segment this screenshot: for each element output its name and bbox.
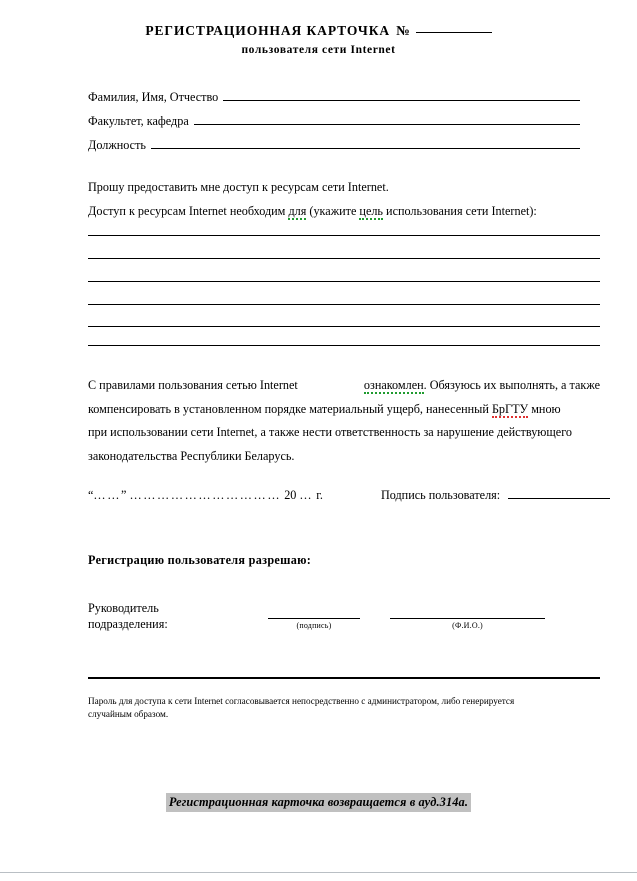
user-signature-label: Подпись пользователя: — [380, 488, 501, 502]
date-year-blank[interactable]: … — [299, 488, 314, 502]
date-quote-open: “ — [88, 488, 94, 502]
field-fullname-label: Фамилия, Имя, Отчество — [88, 90, 219, 104]
purpose-blank-line-4[interactable] — [88, 304, 600, 305]
document-title — [0, 22, 637, 39]
supervisor-fio-blank[interactable] — [390, 618, 545, 619]
request-line-2-part-b: (укажите — [306, 204, 360, 218]
agreement-line-1 — [88, 374, 600, 398]
supervisor-signature-blank[interactable] — [268, 618, 360, 619]
request-line-2-part-c: использования сети Internet): — [383, 204, 537, 218]
field-fullname-blank[interactable] — [223, 89, 580, 101]
agreement-line-3: при использовании сети Internet, а также нести ответственность за нарушение действующего — [88, 425, 572, 439]
request-line-1: Прошу предоставить мне доступ к ресурсам сети Internet. — [88, 180, 389, 194]
field-faculty-label: Факультет, кафедра — [88, 114, 189, 128]
agreement-line-2 — [88, 398, 600, 422]
spelling-flag-brgtu: БрГТУ — [491, 401, 529, 416]
supervisor-fio-caption: (Ф.И.О.) — [452, 621, 483, 630]
field-fullname[interactable] — [88, 89, 580, 105]
supervisor-signature-slot[interactable] — [268, 618, 360, 630]
request-line-2 — [88, 204, 537, 219]
page-bottom-edge — [0, 872, 637, 873]
agreement-paragraph — [88, 374, 600, 468]
agreement-line-1-wrap — [364, 374, 600, 398]
return-notice: Регистрационная карточка возвращается в ауд.314а. — [166, 793, 471, 812]
agreement-line-2-part-b: мною — [528, 401, 561, 416]
document-subtitle: пользователя сети Internet — [241, 44, 396, 56]
password-footnote — [88, 695, 600, 720]
date-and-signature-row — [88, 488, 610, 503]
date-year-prefix: 20 — [284, 488, 297, 502]
card-number-blank[interactable] — [416, 32, 492, 33]
password-footnote-line-2: случайным образом. — [88, 708, 169, 719]
purpose-blank-line-1[interactable] — [88, 235, 600, 236]
document-title-block — [0, 22, 637, 58]
date-quote-close: ” — [121, 488, 127, 502]
purpose-blank-line-6[interactable] — [88, 345, 600, 346]
date-field[interactable] — [88, 488, 323, 503]
purpose-blank-line-5[interactable] — [88, 326, 600, 327]
agreement-line-4: законодательства Республики Беларусь. — [88, 448, 295, 463]
grammar-flag-dlya: для — [288, 204, 307, 218]
field-faculty-blank[interactable] — [194, 113, 580, 125]
date-month-leader[interactable]: …………………………… — [129, 488, 282, 502]
number-sign: № — [396, 23, 410, 38]
grammar-flag-oznakomlen: ознакомлен — [363, 378, 424, 392]
approval-heading: Регистрацию пользователя разрешаю: — [88, 553, 312, 567]
agreement-line-1-part-b: . Обязуюсь их выполнять, а также — [423, 378, 600, 392]
field-position-blank[interactable] — [151, 137, 580, 149]
supervisor-label-line2: подразделения: — [88, 617, 168, 631]
section-separator — [88, 677, 600, 679]
purpose-blank-line-3[interactable] — [88, 281, 600, 282]
request-line-2-part-a: Доступ к ресурсам Internet необходим — [88, 204, 289, 218]
return-notice-wrap — [0, 793, 637, 812]
supervisor-label — [88, 600, 168, 632]
field-faculty[interactable] — [88, 113, 580, 129]
field-position[interactable] — [88, 137, 580, 153]
user-signature-blank[interactable] — [508, 488, 610, 499]
grammar-flag-tsel: цель — [359, 204, 383, 218]
date-year-suffix: г. — [316, 488, 323, 502]
document-title-text: РЕГИСТРАЦИОННАЯ КАРТОЧКА — [145, 23, 391, 38]
agreement-line-1-part-a: С правилами пользования сетью Internet — [88, 378, 298, 392]
field-position-label: Должность — [88, 138, 146, 152]
supervisor-fio-slot[interactable] — [390, 618, 545, 630]
supervisor-signature-caption: (подпись) — [296, 621, 332, 630]
agreement-line-2-part-a: компенсировать в установленном порядке материальный ущерб, нанесенный — [88, 401, 492, 416]
supervisor-label-line1: Руководитель — [88, 601, 159, 615]
purpose-blank-line-2[interactable] — [88, 258, 600, 259]
password-footnote-line-1: Пароль для доступа к сети Internet согласовывается непосредственно с администратором, либо генерируется — [88, 696, 515, 706]
date-day-blank[interactable]: …… — [93, 488, 121, 502]
